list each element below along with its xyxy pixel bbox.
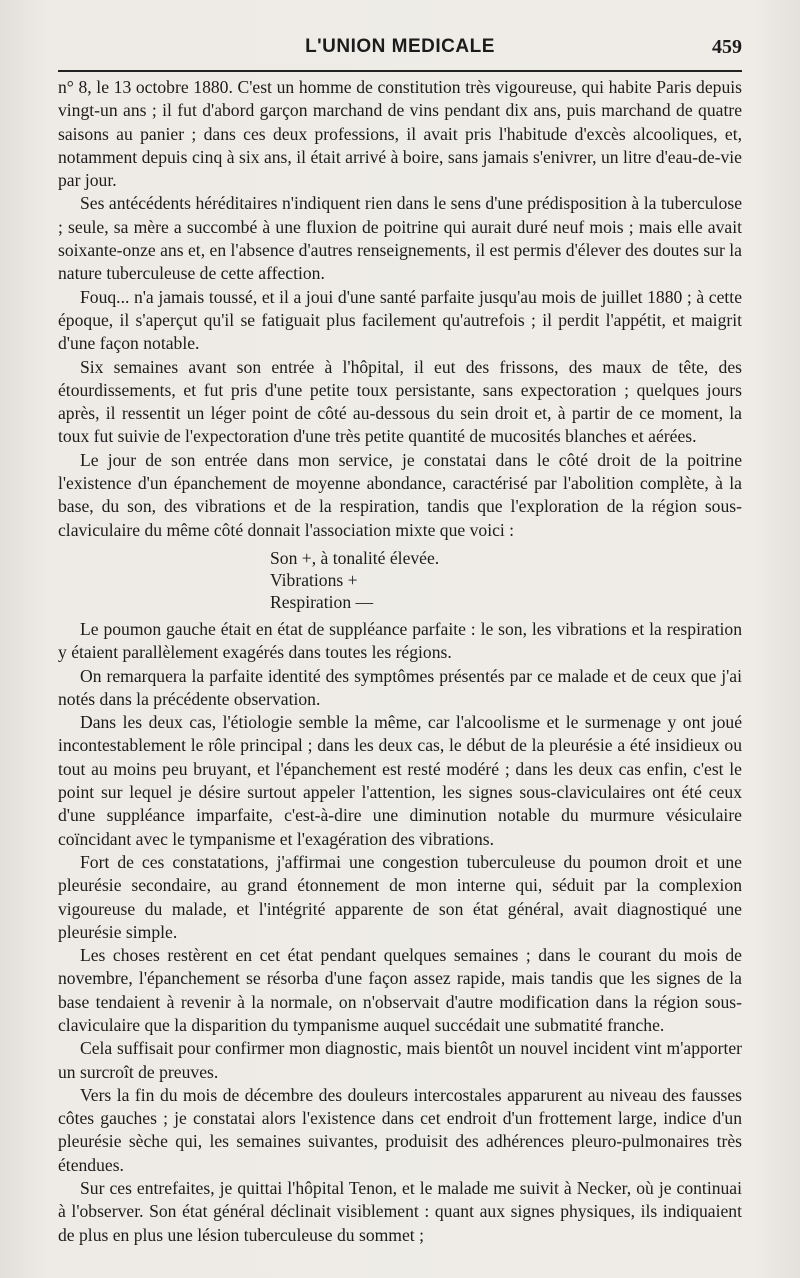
paragraph: n° 8, le 13 octobre 1880. C'est un homme de constitution très vigoureuse, qui habite Paris depuis vingt-un ans ; il fut d'abord garçon marchand de vins pendant dix ans, puis marchand de quatre saisons au panier ; dans ces deux professions, il avait pris l'habitude d'excès alcooliques, et, notamment depuis cinq à six ans, il était arrivé à boire, sans jamais s'enivrer, un litre d'eau-de-vie par jour. — [58, 77, 742, 191]
paragraph: Fouq... n'a jamais toussé, et il a joui d'une santé parfaite jusqu'au mois de juillet 1880 ; à cette époque, il s'aperçut qu'il se fatiguait plus facilement qu'autrefois ; il perdit l'appétit, et maigrit d'une façon notable. — [58, 286, 742, 354]
paragraph: Fort de ces constatations, j'affirmai une congestion tuberculeuse du poumon droit et une pleurésie secondaire, au grand étonnement de mon interne qui, séduit par la complexion vigoureuse du malade, et l'intégrité apparente de son état général, avait diagnostiqué une pleurésie simple. — [58, 851, 742, 942]
formula-line-vibrations: Vibrations + — [270, 569, 358, 590]
formula-line-son: Son +, à tonalité élevée. — [270, 547, 440, 568]
paragraph: Les choses restèrent en cet état pendant quelques semaines ; dans le courant du mois de novembre, l'épanchement se résorba d'une façon assez rapide, mais tandis que les signes de la base tendaient à revenir à la normale, on n'observait d'autre modification dans la région sous-claviculaire que la disparition du tympanisme auquel succédait une submatité franche. — [58, 945, 742, 1035]
running-title: L'UNION MEDICALE — [305, 36, 495, 57]
paragraph: Le poumon gauche était en état de suppléance parfaite : le son, les vibrations et la respiration y étaient parallèlement exagérés dans toutes les régions. — [58, 618, 742, 663]
formula-line-respiration: Respiration — — [270, 591, 374, 612]
auscultation-formula — [270, 547, 742, 613]
paragraph: Cela suffisait pour confirmer mon diagnostic, mais bientôt un nouvel incident vint m'apporter un surcroît de preuves. — [58, 1038, 742, 1082]
header-rule — [58, 70, 742, 72]
paragraph: Ses antécédents héréditaires n'indiquent rien dans le sens d'une prédisposition à la tuberculose ; seule, sa mère a succombé à une fluxion de poitrine qui aurait duré neuf mois ; mais elle avait soixante-onze ans et, en l'absence d'autres renseignements, il est permis d'élever des doutes sur la nature tuberculeuse de cette affection. — [58, 193, 742, 284]
article-body — [58, 76, 742, 1247]
paragraph: Dans les deux cas, l'étiologie semble la même, car l'alcoolisme et le surmenage y ont joué incontestablement le rôle principal ; dans les deux cas, le début de la pleurésie a été insidieux ou tout au moins peu bruyant, et l'épanchement est resté modéré ; dans les deux cas enfin, c'est le point sur lequel je désire surtout appeler l'attention, les signes sous-claviculaires ont été ceux d'une suppléance imparfaite, c'est-à-dire une diminution notable du murmure vésiculaire coïncidant avec le tympanisme et l'exagération des vibrations. — [58, 712, 742, 849]
paragraph: Vers la fin du mois de décembre des douleurs intercostales apparurent au niveau des fausses côtes gauches ; je constatai alors l'existence dans cet endroit d'un frottement large, indice d'un pleurésie sèche qui, les semaines suivantes, produisit des adhérences pleuro-pulmonaires très étendues. — [58, 1084, 742, 1175]
paragraph: Sur ces entrefaites, je quittai l'hôpital Tenon, et le malade me suivit à Necker, où je continuai à l'observer. Son état général déclinait visiblement : quant aux signes physiques, ils indiquaient de plus en plus une lésion tuberculeuse du sommet ; — [58, 1178, 742, 1245]
paragraph: Six semaines avant son entrée à l'hôpital, il eut des frissons, des maux de tête, des étourdissements, et fut pris d'une petite toux persistante, sans expectoration ; quelques jours après, il ressentit un léger point de côté au-dessous du sein droit et, à partir de ce moment, la toux fut suivie de l'expectoration d'une très petite quantité de mucosités blanches et aérées. — [58, 356, 742, 447]
paragraph: On remarquera la parfaite identité des symptômes présentés par ce malade et de ceux que j'ai notés dans la précédente observation. — [58, 665, 742, 709]
page-number: 459 — [712, 36, 742, 58]
paragraph: Le jour de son entrée dans mon service, je constatai dans le côté droit de la poitrine l'existence d'un épanchement de moyenne abondance, caractérisé par l'abolition complète, à la base, du son, des vibrations et de la respiration, tandis que l'exploration de la région sous-claviculaire du même côté donnait l'association mixte que voici : — [58, 449, 742, 540]
page-header — [58, 30, 742, 64]
